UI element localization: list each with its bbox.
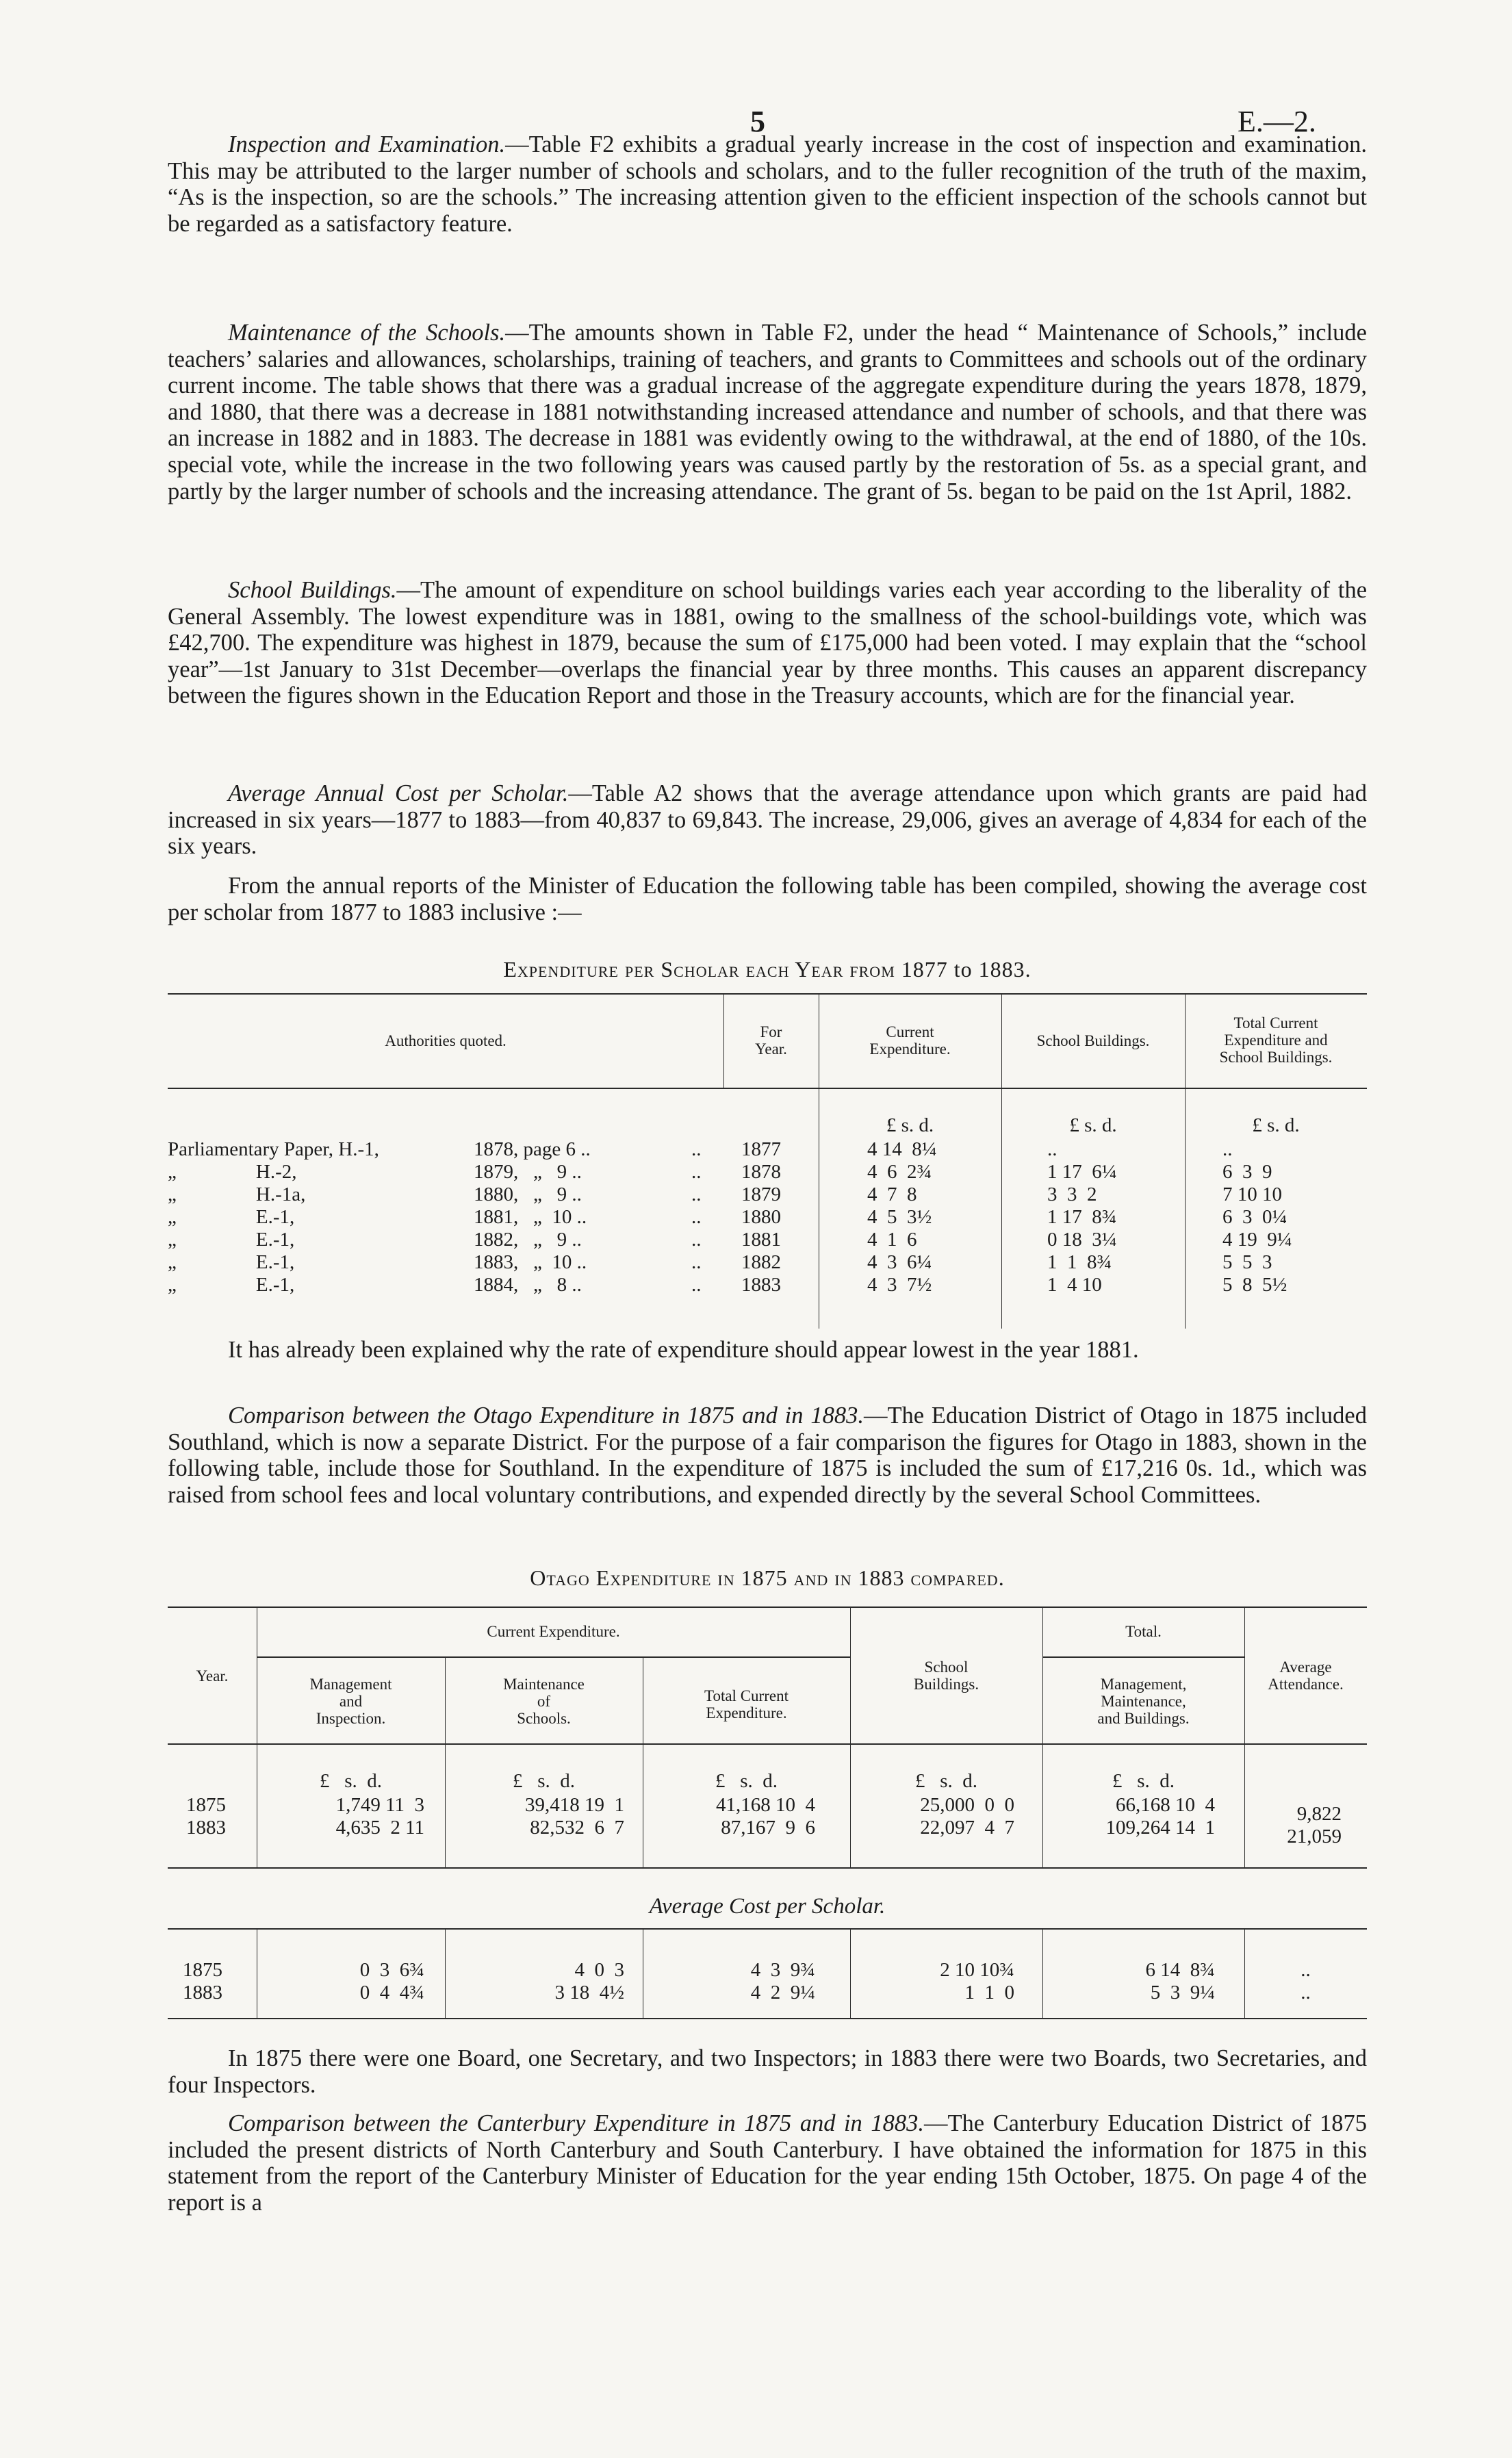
- table1-row-year: 1882: [741, 1251, 781, 1273]
- table1-row-reference: 1879, „ 9 ..: [474, 1161, 582, 1183]
- table1-header-year: For Year.: [755, 1023, 787, 1058]
- table2-title-text: Otago Expenditure in 1875 and in 1883 compared.: [530, 1565, 1005, 1590]
- table2-header-buildings: School Buildings.: [913, 1659, 979, 1693]
- table2-row-buildings: 25,000 0 0: [920, 1794, 1014, 1816]
- table2-header-total-group: Total.: [1125, 1623, 1162, 1640]
- page-number: 5: [750, 105, 765, 138]
- table1-row-buildings: 1 17 6¼: [1047, 1161, 1117, 1183]
- table1-row-authority: „ E.-1,: [168, 1274, 295, 1296]
- table2-header-total-current: Total Current Expenditure.: [704, 1687, 789, 1721]
- text-compiled: From the annual reports of the Minister of Education the following table has been compiled, showing the average cost per scholar from 1877 to 1883 inclusive :—: [168, 873, 1367, 925]
- paragraph-buildings: [168, 577, 1367, 709]
- table1-row-year: 1879: [741, 1183, 781, 1205]
- table1-row-authority: „ E.-1,: [168, 1229, 295, 1251]
- table2-units: £ s. d.: [319, 1770, 383, 1792]
- table1-row-total: 6 3 0¼: [1222, 1206, 1287, 1228]
- text-explained: It has already been explained why the rate of expenditure should appear lowest in the year 1881.: [228, 1337, 1139, 1363]
- heading-inspection: Inspection and Examination.: [228, 131, 506, 157]
- table2-row-management: 4,635 2 11: [335, 1817, 424, 1839]
- table1-row-current: 4 7 8: [867, 1183, 917, 1205]
- table1-row-year: 1878: [741, 1161, 781, 1183]
- leader-dots: ..: [691, 1138, 702, 1160]
- table1-row-current: 4 6 2¾: [867, 1161, 932, 1183]
- paragraph-canterbury: [168, 2110, 1367, 2216]
- table1-row-total: 4 19 9¼: [1222, 1229, 1292, 1251]
- heading-otago: Comparison between the Otago Expenditure in 1875 and in 1883.: [228, 1403, 864, 1429]
- table2-row-total-current: 41,168 10 4: [716, 1794, 815, 1816]
- avg-row-management: 0 4 4¾: [359, 1982, 424, 2003]
- table2-header-rule: [168, 1743, 1367, 1745]
- text-average: —Table A2 shows that the average attendance upon which grants are paid had increased in six years—1877 to 1883—from 40,837 to 69,843. The increase, 29,006, gives an average of 4,834 for each of the six years.: [168, 780, 1367, 860]
- table2-header-total-all: Management, Maintenance, and Buildings.: [1097, 1676, 1190, 1727]
- table1-units-current: £ s. d.: [886, 1114, 934, 1136]
- table1-row-total: 6 3 9: [1222, 1161, 1272, 1183]
- table1-row-year: 1880: [741, 1206, 781, 1228]
- table1-row-buildings: 1 4 10: [1047, 1274, 1102, 1296]
- table1-row-reference: 1882, „ 9 ..: [474, 1229, 582, 1251]
- table2-row-management: 1,749 11 3: [335, 1794, 424, 1816]
- text-boards: In 1875 there were one Board, one Secretary, and two Inspectors; in 1883 there were two Boards, two Secretaries, and four Inspectors.: [168, 2045, 1367, 2098]
- table2-top-rule: [168, 1606, 1367, 1608]
- document-code: E.—2.: [1238, 105, 1316, 138]
- avg-row-total-current: 4 3 9¾: [750, 1959, 815, 1981]
- table2-row-maintenance: 82,532 6 7: [530, 1817, 624, 1839]
- leader-dots: ..: [691, 1206, 702, 1228]
- avg-row-total-all: 5 3 9¼: [1150, 1982, 1215, 2003]
- table1-row-current: 4 1 6: [867, 1229, 917, 1251]
- table2-units: £ s. d.: [715, 1770, 778, 1792]
- table2-row-maintenance: 39,418 19 1: [525, 1794, 624, 1816]
- table1-top-rule: [168, 993, 1367, 995]
- table1-row-reference: 1883, „ 10 ..: [474, 1251, 587, 1273]
- table1-row-current: 4 3 6¼: [867, 1251, 932, 1273]
- heading-maintenance: Maintenance of the Schools.: [228, 320, 506, 346]
- paragraph-inspection: [168, 131, 1367, 237]
- table1-row-buildings: 1 1 8¾: [1047, 1251, 1112, 1273]
- table1-row-reference: 1881, „ 10 ..: [474, 1206, 587, 1228]
- avg-row-year: 1883: [183, 1982, 222, 2003]
- table2-sub-rule: [168, 1928, 1367, 1930]
- table1-row-current: 4 14 8¼: [867, 1138, 937, 1160]
- text-inspection: —Table F2 exhibits a gradual yearly increase in the cost of inspection and examination. This may be attributed to the larger number of schools and scholars, and to the fuller recognition of the truth of the maxim, “As is the inspection, so are the schools.” The increasing attention given to the efficient inspection of the schools cannot but be regarded as a satisfactory feature.: [168, 131, 1367, 237]
- avg-row-attendance: ..: [1300, 1959, 1311, 1981]
- table1-header-current: Current Expenditure.: [869, 1023, 951, 1058]
- table1-row-reference: 1884, „ 8 ..: [474, 1274, 582, 1296]
- avg-row-total-current: 4 2 9¼: [750, 1982, 815, 2003]
- table2-bottom-rule: [168, 1867, 1367, 1869]
- table1-row-current: 4 5 3½: [867, 1206, 932, 1228]
- table1-units-buildings: £ s. d.: [1069, 1114, 1117, 1136]
- avg-row-buildings: 1 1 0: [964, 1982, 1014, 2003]
- avg-row-maintenance: 3 18 4½: [554, 1982, 624, 2003]
- table2-row-attendance: 21,059: [1287, 1826, 1342, 1847]
- text-buildings: —The amount of expenditure on school buildings varies each year according to the liberality of the General Assembly. The lowest expenditure was in 1881, owing to the smallness of the school-buildings vote, which was £42,700. The expenditure was highest in 1879, because the sum of £175,000 had been voted. I may explain that the “school year”—1st January to 31st December—overlaps the financial year by three months. This causes an apparent discrepancy between the figures shown in the Education Report and those in the Treasury accounts, which are for the financial year.: [168, 577, 1368, 709]
- leader-dots: ..: [691, 1251, 702, 1273]
- table1-row-reference: 1878, page 6 ..: [474, 1138, 591, 1160]
- table1-row-total: ..: [1222, 1138, 1233, 1160]
- table1-row-total: 7 10 10: [1222, 1183, 1282, 1205]
- table1-row-year: 1883: [741, 1274, 781, 1296]
- table2-subtitle: Average Cost per Scholar.: [649, 1894, 886, 1919]
- table1-row-year: 1881: [741, 1229, 781, 1251]
- table1-title: [168, 957, 1367, 982]
- paragraph-boards: [168, 2045, 1367, 2098]
- table2-group-rule: [1042, 1656, 1244, 1658]
- heading-canterbury: Comparison between the Canterbury Expenditure in 1875 and in 1883.: [228, 2110, 924, 2136]
- table2-row-total-current: 87,167 9 6: [721, 1817, 815, 1839]
- heading-average: Average Annual Cost per Scholar.: [228, 780, 569, 806]
- table1-row-buildings: 3 3 2: [1047, 1183, 1097, 1205]
- text-otago: —The Education District of Otago in 1875 included Southland, which is now a separate District. For the purpose of a fair comparison the figures for Otago in 1883, shown in the following table, include those for Southland. In the expenditure of 1875 is included the sum of £17,216 0s. 1d., which was raised from school fees and local voluntary contributions, and expended directly by the several School Committees.: [168, 1403, 1367, 1508]
- table1-row-total: 5 8 5½: [1222, 1274, 1287, 1296]
- leader-dots: ..: [691, 1229, 702, 1251]
- table1-row-authority: „ E.-1,: [168, 1206, 295, 1228]
- table2-title: [168, 1565, 1367, 1591]
- table1-row-total: 5 5 3: [1222, 1251, 1272, 1273]
- table1-row-buildings: ..: [1047, 1138, 1058, 1160]
- avg-row-buildings: 2 10 10¾: [940, 1959, 1014, 1981]
- table2-header-year: Year.: [196, 1667, 229, 1685]
- table1-row-year: 1877: [741, 1138, 781, 1160]
- table2-group-rule: [257, 1656, 850, 1658]
- text-maintenance: —The amounts shown in Table F2, under the head “ Maintenance of Schools,” include teachers’ salaries and allowances, scholarships, training of teachers, and grants to Committees and schools out of the ordinary current income. The table shows that there was a gradual increase of the aggregate expenditure during the years 1878, 1879, and 1880, that there was a decrease in 1881 notwithstanding increased attendance and number of schools, and that there was an increase in 1882 and in 1883. The decrease in 1881 was evidently owing to the withdrawal, at the end of 1880, of the 10s. special vote, while the increase in the two following years was caused partly by the restoration of 5s. as a special grant, and partly by the larger number of schools and the increasing attendance. The grant of 5s. began to be paid on the 1st April, 1882.: [168, 320, 1367, 504]
- heading-buildings: School Buildings.: [228, 577, 397, 603]
- table1-title-years: 1877 to 1883.: [901, 957, 1032, 982]
- table2-row-total-all: 66,168 10 4: [1116, 1794, 1215, 1816]
- table2-units: £ s. d.: [512, 1770, 576, 1792]
- paragraph-average: [168, 780, 1367, 860]
- paragraph-maintenance: [168, 320, 1367, 504]
- table1-header-total: Total Current Expenditure and School Buildings.: [1219, 1014, 1333, 1066]
- table1-row-buildings: 1 17 8¾: [1047, 1206, 1117, 1228]
- text-canterbury: —The Canterbury Education District of 1875 included the present districts of North Canterbury and South Canterbury. I have obtained the information for 1875 in this statement from the report of the Canterbury Minister of Education for the year ending 15th October, 1875. On page 4 of the report is a: [168, 2110, 1367, 2216]
- table2-end-rule: [168, 2018, 1367, 2019]
- table1-row-authority: „ H.-1a,: [168, 1183, 306, 1205]
- table2-header-attendance: Average Attendance.: [1268, 1659, 1344, 1693]
- table1-row-reference: 1880, „ 9 ..: [474, 1183, 582, 1205]
- avg-row-maintenance: 4 0 3: [574, 1959, 624, 1981]
- table2-row-buildings: 22,097 4 7: [920, 1817, 1014, 1839]
- table2-units: £ s. d.: [914, 1770, 978, 1792]
- leader-dots: ..: [691, 1274, 702, 1296]
- table1-row-authority: „ E.-1,: [168, 1251, 295, 1273]
- table2-header-management: Management and Inspection.: [309, 1676, 392, 1727]
- table1-row-authority: „ H.-2,: [168, 1161, 297, 1183]
- table1-row-authority: Parliamentary Paper, H.-1,: [168, 1138, 379, 1160]
- table2-header-current-group: Current Expenditure.: [487, 1623, 620, 1640]
- leader-dots: ..: [691, 1161, 702, 1183]
- avg-row-year: 1875: [183, 1959, 222, 1981]
- leader-dots: ..: [691, 1183, 702, 1205]
- table1-units-total: £ s. d.: [1252, 1114, 1300, 1136]
- table2-header-maintenance: Maintenance of Schools.: [503, 1676, 585, 1727]
- table2-row-year: 1875: [186, 1794, 226, 1816]
- paragraph-otago: [168, 1403, 1367, 1508]
- table2-units: £ s. d.: [1112, 1770, 1175, 1792]
- table2-row-total-all: 109,264 14 1: [1105, 1817, 1215, 1839]
- table1-title-main: Expenditure per Scholar each Year from: [503, 957, 895, 982]
- avg-row-management: 0 3 6¾: [359, 1959, 424, 1981]
- table1-row-current: 4 3 7½: [867, 1274, 932, 1296]
- avg-row-attendance: ..: [1300, 1982, 1311, 2003]
- table1-header-rule: [168, 1088, 1367, 1089]
- paragraph-explained: [168, 1337, 1367, 1364]
- paragraph-compiled: [168, 873, 1367, 925]
- table2-row-attendance: 9,822: [1296, 1803, 1342, 1825]
- table2-row-year: 1883: [186, 1817, 226, 1839]
- table1-row-buildings: 0 18 3¼: [1047, 1229, 1117, 1251]
- table1-header-authorities: Authorities quoted.: [385, 1032, 507, 1049]
- table1-header-buildings: School Buildings.: [1036, 1032, 1150, 1049]
- avg-row-total-all: 6 14 8¾: [1145, 1959, 1215, 1981]
